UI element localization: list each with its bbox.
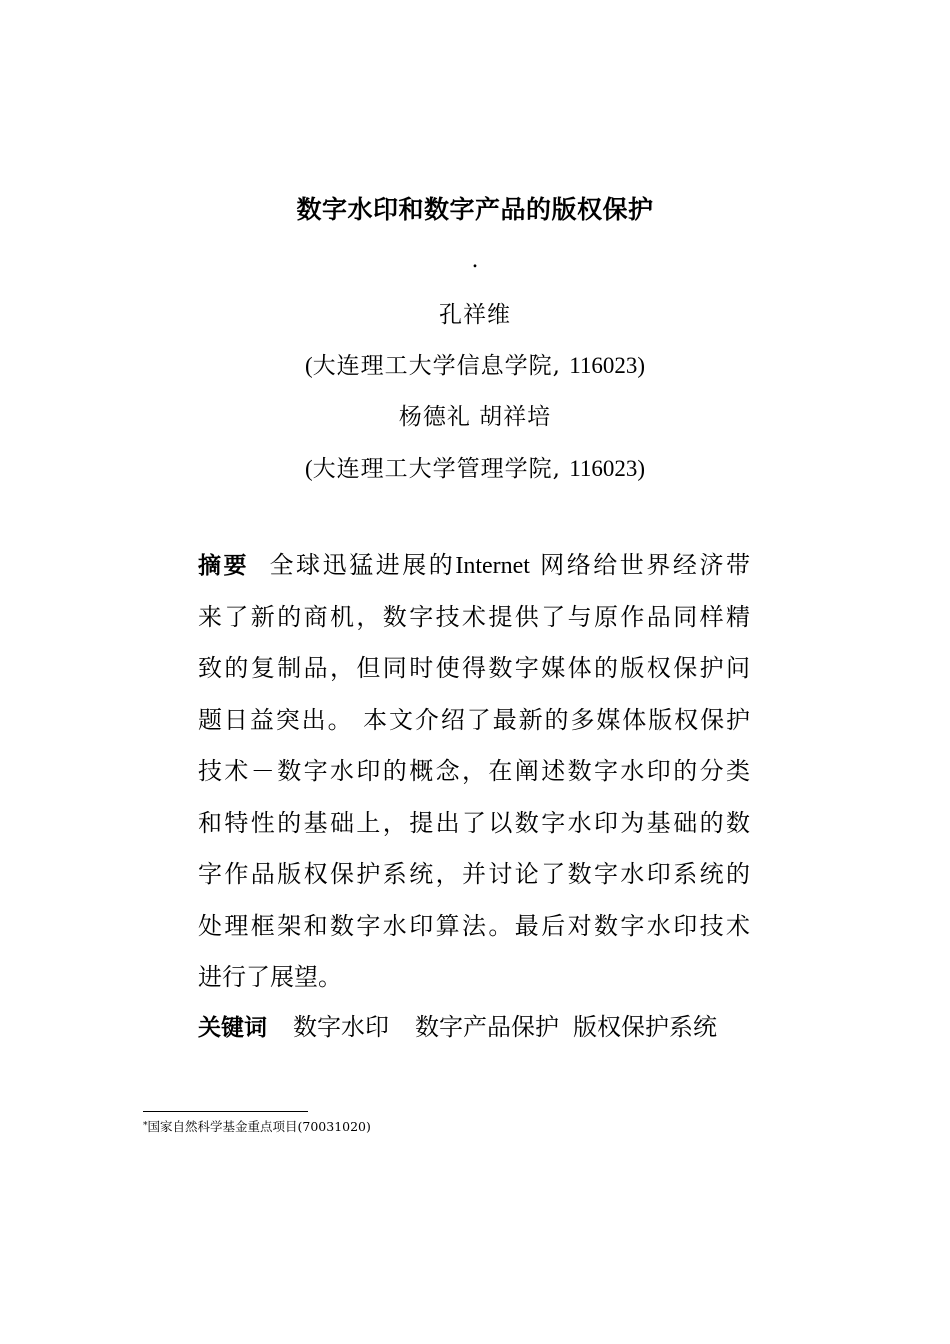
abstract-line: 进行了展望。	[198, 963, 342, 991]
author-line-1: 孔祥维	[439, 302, 511, 328]
keywords-label: 关键词	[198, 1015, 267, 1041]
abstract-line: 题日益突出。 本文介绍了最新的多媒体版权保护	[198, 705, 750, 734]
keyword: 版权保护系统	[573, 1013, 717, 1041]
abstract-line: 和特性的基础上，提出了以数字水印为基础的数	[198, 808, 750, 837]
keyword: 数字水印	[293, 1013, 389, 1041]
affiliation-line-1	[0, 347, 950, 380]
abstract-text: 全球迅猛进展的	[269, 551, 456, 579]
postal-code: 116023	[569, 456, 638, 481]
affiliation-name: 大连理工大学管理学院	[312, 456, 553, 482]
abstract-text: 网络给世界经济带	[540, 551, 751, 579]
abstract-line: 技术－数字水印的概念，在阐述数字水印的分类	[198, 757, 750, 785]
affiliation-open-paren: (	[304, 353, 313, 378]
affiliation-line-2	[0, 450, 950, 483]
paper-title: 数字水印和数字产品的版权保护	[296, 195, 654, 224]
abstract-section	[198, 540, 750, 1004]
keywords-line	[198, 1003, 758, 1051]
affiliation-close-paren: )	[637, 456, 646, 481]
footnote-divider	[143, 1111, 308, 1112]
footnote-text: 国家自然科学基金重点项目(70031020)	[147, 1119, 371, 1134]
affiliation-name: 大连理工大学信息学院	[312, 353, 553, 379]
author-line-2: 杨德礼 胡祥培	[398, 404, 552, 430]
postal-code: 116023	[569, 353, 638, 378]
affiliation-open-paren: (	[304, 456, 313, 481]
affiliation-separator: ,	[552, 353, 570, 379]
abstract-line: 致的复制品，但同时使得数字媒体的版权保护问	[198, 654, 750, 682]
affiliation-close-paren: )	[637, 353, 646, 378]
abstract-line: 字作品版权保护系统，并讨论了数字水印系统的	[198, 860, 750, 888]
affiliation-separator: ,	[552, 456, 570, 482]
footnote	[143, 1118, 371, 1136]
abstract-line: 来了新的商机，数字技术提供了与原作品同样精	[198, 602, 750, 631]
keyword: 数字产品保护	[415, 1013, 559, 1041]
abstract-label: 摘要	[198, 553, 250, 579]
abstract-line	[198, 540, 750, 592]
footnote-marker: *	[143, 1121, 148, 1131]
title-marker: .	[471, 248, 479, 273]
abstract-line: 处理框架和数字水印算法。最后对数字水印技术	[198, 911, 750, 940]
abstract-text: Internet	[455, 553, 530, 579]
